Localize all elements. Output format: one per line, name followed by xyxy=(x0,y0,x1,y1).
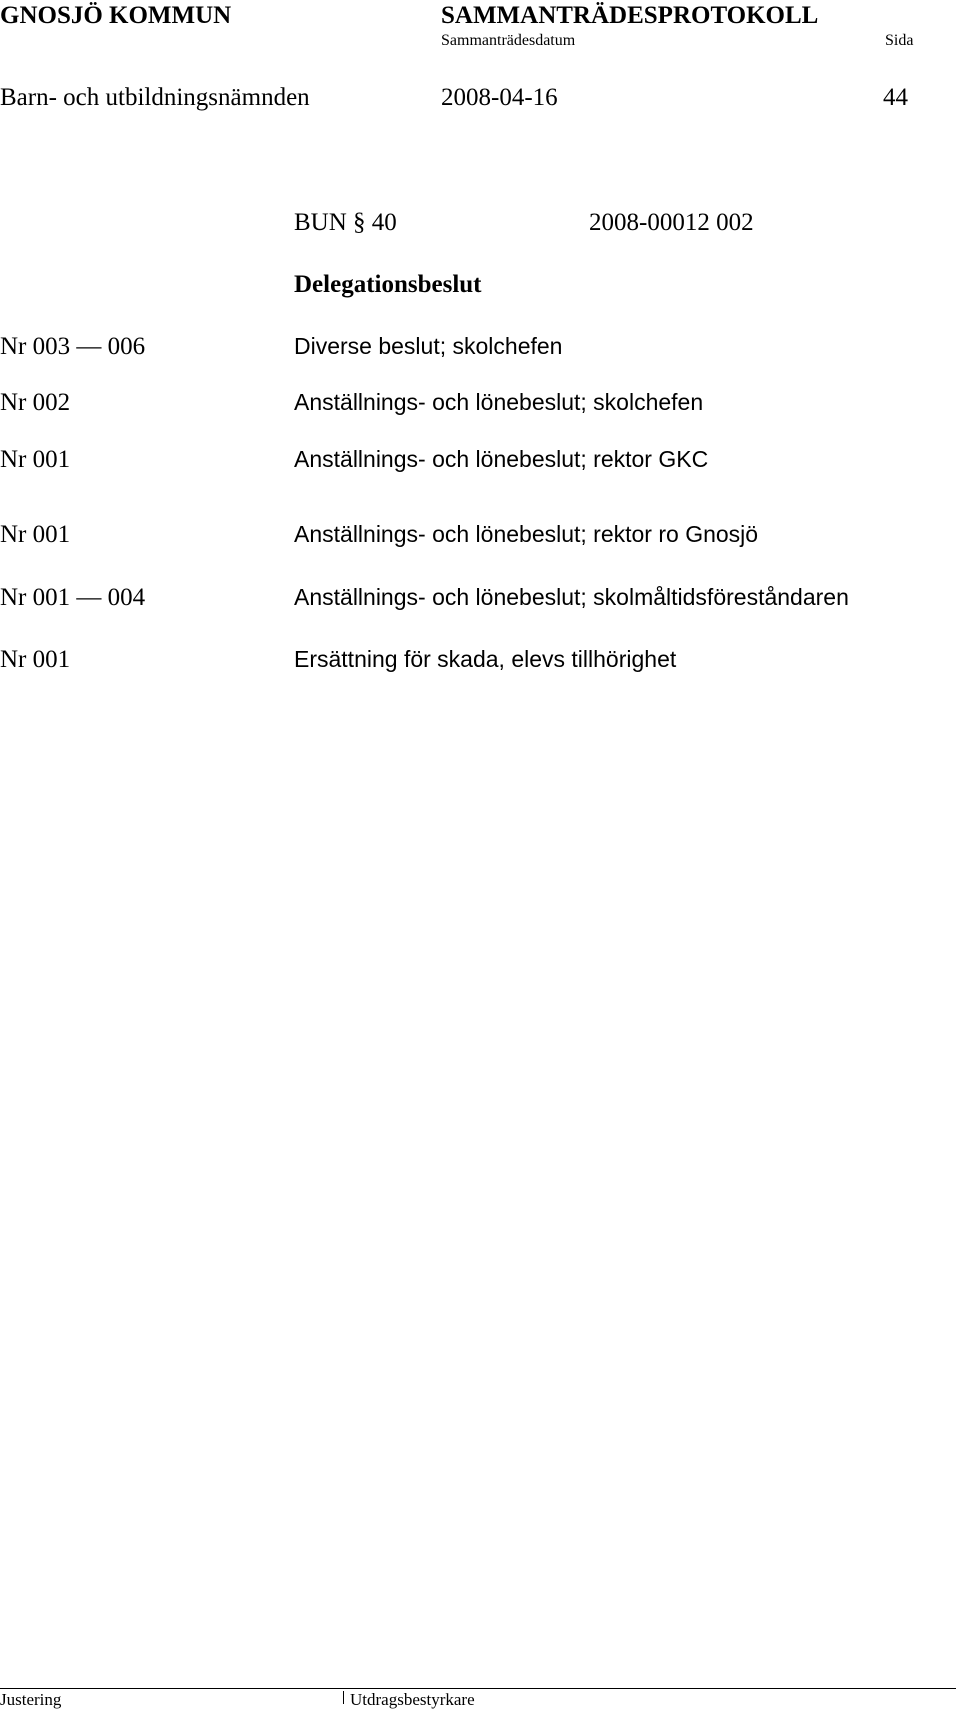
decision-number: Nr 001 xyxy=(0,521,71,548)
decision-number: Nr 003 — 006 xyxy=(0,333,146,360)
decision-number: Nr 001 xyxy=(0,646,71,673)
footer-rule xyxy=(0,1688,956,1689)
meeting-date-label: Sammanträdesdatum xyxy=(441,32,576,49)
decision-number: Nr 001 xyxy=(0,446,71,473)
list-item xyxy=(0,584,960,618)
list-item xyxy=(0,389,960,423)
item-subject: Delegationsbeslut xyxy=(294,271,482,298)
list-item xyxy=(0,446,960,480)
page-number: 44 xyxy=(883,84,908,111)
organization-name: GNOSJÖ KOMMUN xyxy=(0,2,232,29)
decision-description: Anställnings- och lönebeslut; rektor GKC xyxy=(294,446,709,472)
meeting-date: 2008-04-16 xyxy=(441,84,558,111)
committee-name: Barn- och utbildningsnämnden xyxy=(0,84,310,111)
decision-description: Ersättning för skada, elevs tillhörighet xyxy=(294,646,677,672)
certified-by-label: Utdragsbestyrkare xyxy=(350,1690,475,1709)
decision-description: Anställnings- och lönebeslut; rektor ro Gnosjö xyxy=(294,521,759,547)
paragraph-number: BUN § 40 xyxy=(294,209,397,236)
decision-description: Anställnings- och lönebeslut; skolmåltidsföreståndaren xyxy=(294,584,849,610)
decision-description: Anställnings- och lönebeslut; skolchefen xyxy=(294,389,704,415)
decision-description: Diverse beslut; skolchefen xyxy=(294,333,563,359)
document-type: SAMMANTRÄDESPROTOKOLL xyxy=(441,2,819,29)
case-number: 2008-00012 002 xyxy=(589,209,754,236)
page-label: Sida xyxy=(885,32,914,49)
decision-number: Nr 001 — 004 xyxy=(0,584,146,611)
signature-label: Justering xyxy=(0,1690,62,1709)
decision-number: Nr 002 xyxy=(0,389,71,416)
list-item xyxy=(0,646,960,680)
list-item xyxy=(0,333,960,367)
list-item xyxy=(0,521,960,555)
